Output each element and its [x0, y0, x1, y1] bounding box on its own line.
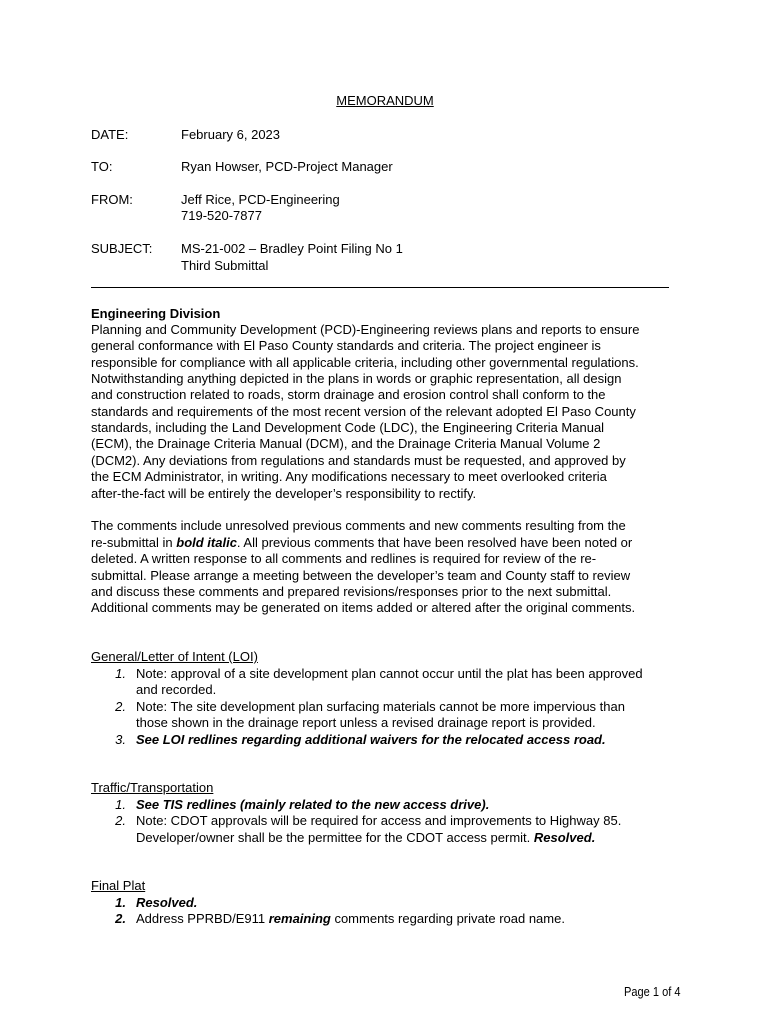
- date-value: February 6, 2023: [181, 127, 281, 142]
- list-item-text: comments regarding private road name.: [330, 911, 565, 926]
- list-number: 2.: [115, 699, 126, 714]
- subject-label: SUBJECT:: [91, 241, 153, 256]
- list-item-cont: [136, 830, 595, 846]
- from-label: FROM:: [91, 192, 133, 207]
- from-value: Jeff Rice, PCD-Engineering: [181, 192, 340, 207]
- header-divider: [91, 287, 669, 288]
- list-item-text: Developer/owner shall be the permittee for the CDOT access permit.: [136, 830, 534, 845]
- list-item: See TIS redlines (mainly related to the new access drive).: [136, 797, 490, 812]
- loi-heading: General/Letter of Intent (LOI): [91, 649, 258, 664]
- comments-line: and discuss these comments and prepared revisions/responses prior to the next submittal.: [91, 584, 612, 599]
- list-item-text: Address PPRBD/E911: [136, 911, 269, 926]
- date-label: DATE:: [91, 127, 129, 142]
- engineering-line: (DCM2). Any deviations from regulations and standards must be requested, and approved by: [91, 453, 626, 468]
- list-item: Note: CDOT approvals will be required for access and improvements to Highway 85.: [136, 813, 622, 828]
- comments-line: deleted. A written response to all comments and redlines is required for review of the re-: [91, 551, 597, 566]
- engineering-line: after-the-fact will be entirely the developer’s responsibility to rectify.: [91, 486, 477, 501]
- list-number: 1.: [115, 666, 126, 681]
- engineering-line: Notwithstanding anything depicted in the plans in words or graphic representation, all design: [91, 371, 622, 386]
- plat-heading: Final Plat: [91, 878, 146, 893]
- from-phone: 719-520-7877: [181, 208, 262, 223]
- engineering-line: and construction related to roads, storm drainage and erosion control shall conform to the: [91, 387, 606, 402]
- list-number: 1.: [115, 797, 126, 812]
- memo-title: MEMORANDUM: [336, 93, 434, 108]
- comments-line: submittal. Please arrange a meeting between the developer’s team and County staff to review: [91, 568, 631, 583]
- comments-emphasis: bold italic: [176, 535, 237, 550]
- engineering-line: the ECM Administrator, in writing. Any modifications necessary to meet overlooked criteria: [91, 469, 607, 484]
- list-item-emphasis: remaining: [268, 911, 331, 926]
- engineering-line: standards and requirements of the most recent version of the relevant adopted El Paso County: [91, 404, 636, 419]
- list-item-cont: and recorded.: [136, 682, 217, 697]
- list-item: Note: The site development plan surfacing materials cannot be more impervious than: [136, 699, 625, 714]
- comments-text: re-submittal in: [91, 535, 177, 550]
- comments-line: The comments include unresolved previous comments and new comments resulting from the: [91, 518, 626, 533]
- resolved-tag: Resolved.: [533, 830, 596, 845]
- engineering-heading: Engineering Division: [91, 306, 221, 321]
- page-number: Page 1 of 4: [623, 984, 680, 999]
- list-number: 2.: [115, 813, 126, 828]
- comments-line: [91, 535, 632, 551]
- list-item: Note: approval of a site development plan cannot occur until the plat has been approved: [136, 666, 643, 681]
- list-item: See LOI redlines regarding additional waivers for the relocated access road.: [136, 732, 606, 747]
- engineering-line: responsible for compliance with all applicable criteria, including other governmental regulations.: [91, 355, 639, 370]
- traffic-heading: Traffic/Transportation: [91, 780, 214, 795]
- list-number: 3.: [115, 732, 126, 747]
- engineering-line: Planning and Community Development (PCD)-Engineering reviews plans and reports to ensure: [91, 322, 640, 337]
- list-item-cont: those shown in the drainage report unless a revised drainage report is provided.: [136, 715, 596, 730]
- comments-line: Additional comments may be generated on items added or altered after the original comments.: [91, 600, 636, 615]
- engineering-line: standards, including the Land Development Code (LDC), the Engineering Criteria Manual: [91, 420, 605, 435]
- list-item: Resolved.: [136, 895, 198, 910]
- engineering-line: general conformance with El Paso County standards and criteria. The project engineer is: [91, 338, 601, 353]
- subject-value: MS-21-002 – Bradley Point Filing No 1: [181, 241, 403, 256]
- to-label: TO:: [91, 159, 113, 174]
- list-number: 2.: [115, 911, 126, 926]
- to-value: Ryan Howser, PCD-Project Manager: [181, 159, 393, 174]
- subject-value-line2: Third Submittal: [181, 258, 269, 273]
- list-number: 1.: [115, 895, 126, 910]
- engineering-line: (ECM), the Drainage Criteria Manual (DCM), and the Drainage Criteria Manual Volume 2: [91, 436, 601, 451]
- list-item: [136, 911, 565, 927]
- comments-text: . All previous comments that have been resolved have been noted or: [236, 535, 633, 550]
